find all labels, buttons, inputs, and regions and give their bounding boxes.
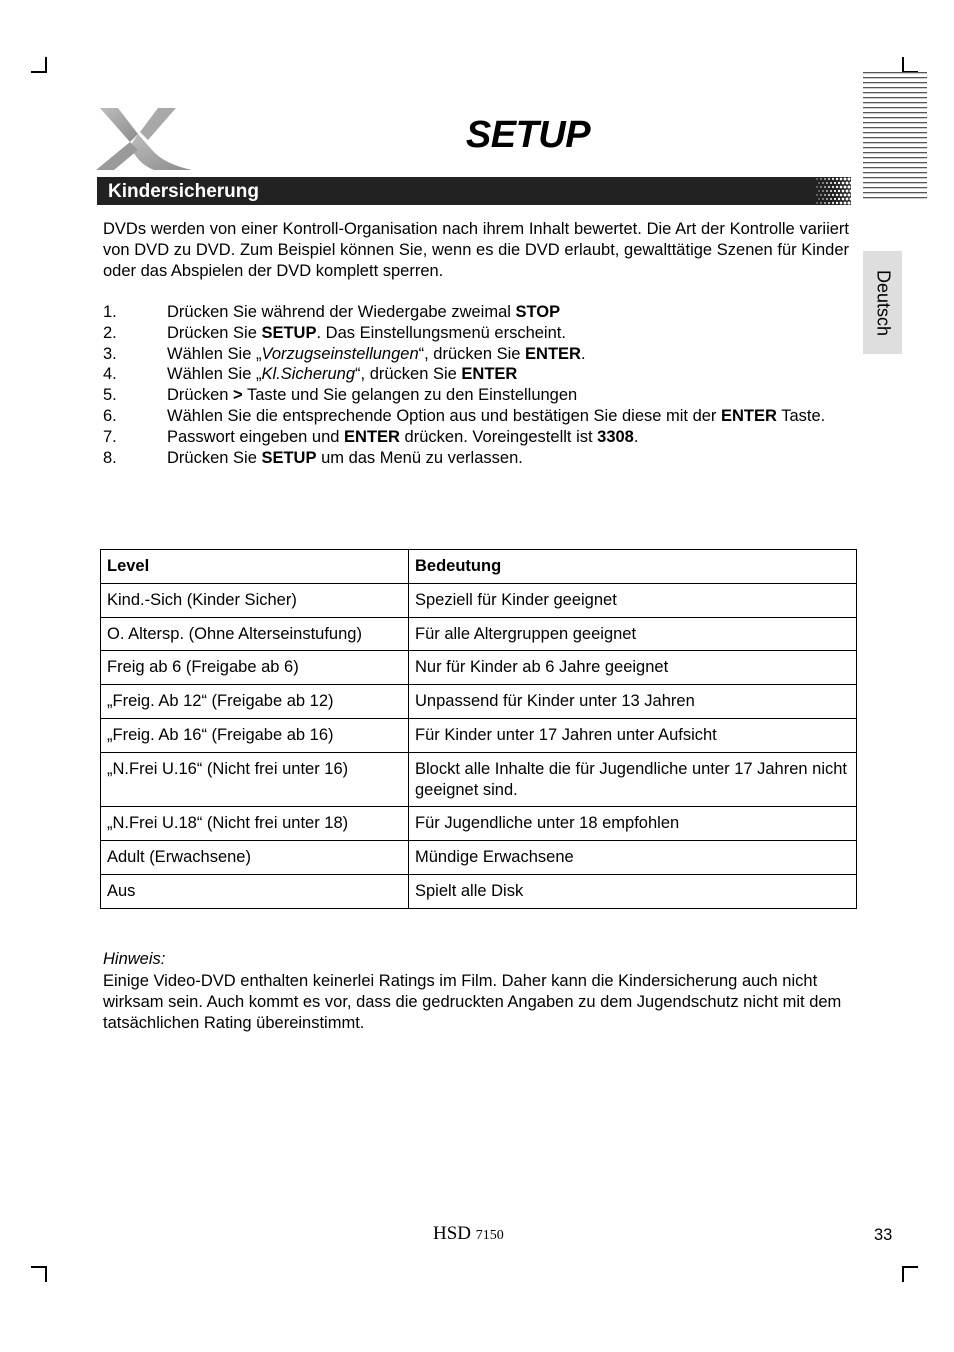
table-cell-level: O. Altersp. (Ohne Alterseinstufung) xyxy=(101,617,409,651)
stripe-line xyxy=(863,122,927,123)
stripe-line xyxy=(863,92,927,93)
dot-mark xyxy=(820,202,821,203)
table-cell-meaning: Für alle Altergruppen geeignet xyxy=(409,617,857,651)
step-text xyxy=(167,406,849,427)
step-text-part: Taste. xyxy=(776,406,826,425)
table-cell-meaning: Mündige Erwachsene xyxy=(409,841,857,875)
note-text: Einige Video-DVD enthalten keinerlei Ratings im Film. Daher kann die Kindersicherung auch nicht wirksam sein. Auch kommt es vor, dass die gedruckten Angaben zu dem Jugendschutz nicht mit dem tatsächlichen Rating übereinstimmt. xyxy=(103,972,842,1032)
dot-mark xyxy=(844,186,847,189)
footer-model-name: HSD xyxy=(433,1223,472,1244)
table-cell-level: „N.Frei U.16“ (Nicht frei unter 16) xyxy=(101,752,409,807)
dot-mark xyxy=(826,182,828,184)
parental-level-table xyxy=(100,549,857,909)
dot-mark xyxy=(832,178,834,180)
step-text xyxy=(167,344,849,365)
table-cell-level: „Freig. Ab 16“ (Freigabe ab 16) xyxy=(101,718,409,752)
step-text-part: Drücken xyxy=(167,386,234,405)
step-text-part: drücken. Voreingestellt ist xyxy=(399,427,598,446)
dot-mark xyxy=(820,194,821,195)
dot-mark xyxy=(847,201,850,204)
stripe-line xyxy=(863,192,927,193)
dot-mark xyxy=(842,190,845,193)
step-text xyxy=(167,323,849,344)
stripe-line xyxy=(863,102,927,103)
step-text-part: . xyxy=(633,427,639,446)
stripe-line xyxy=(863,182,927,183)
step-text xyxy=(167,364,849,385)
table-row xyxy=(101,874,857,908)
list-item xyxy=(103,364,849,385)
dot-mark xyxy=(832,194,834,196)
step-number: 3. xyxy=(103,344,117,363)
dot-mark xyxy=(840,194,843,197)
table-cell-level: „N.Frei U.18“ (Nicht frei unter 18) xyxy=(101,807,409,841)
note-label: Hinweis: xyxy=(103,950,166,968)
step-text xyxy=(167,427,849,448)
dot-mark xyxy=(838,190,840,192)
stripe-line xyxy=(863,137,927,138)
table-header-meaning: Bedeutung xyxy=(409,550,857,584)
language-tab xyxy=(863,251,902,354)
dot-mark xyxy=(830,190,832,192)
table-cell-meaning: Für Jugendliche unter 18 empfohlen xyxy=(409,807,857,841)
stripe-line xyxy=(863,107,927,108)
stripe-line xyxy=(863,167,927,168)
dot-mark xyxy=(816,202,817,203)
step-number: 8. xyxy=(103,448,117,467)
dot-mark xyxy=(849,189,851,192)
dot-mark xyxy=(824,194,826,196)
dot-mark xyxy=(834,190,836,192)
step-text-part: “, drücken Sie xyxy=(355,365,462,384)
table-row xyxy=(101,752,857,807)
dot-mark xyxy=(830,198,832,200)
step-text-part: ENTER xyxy=(721,406,777,425)
crop-mark-bottom-left xyxy=(31,1266,47,1282)
step-number: 5. xyxy=(103,386,117,405)
footer-model xyxy=(433,1223,504,1245)
dot-mark xyxy=(826,198,828,200)
dot-mark xyxy=(824,202,826,204)
dot-mark xyxy=(830,182,832,184)
table-row xyxy=(101,651,857,685)
step-text-part: Taste und Sie gelangen zu den Einstellungen xyxy=(242,386,578,405)
dot-mark xyxy=(846,190,849,193)
stripe-line xyxy=(863,82,927,83)
step-text-part: SETUP xyxy=(261,323,317,342)
dot-mark xyxy=(849,197,851,200)
stripe-line xyxy=(863,87,927,88)
step-text-part: Drücken Sie xyxy=(167,448,262,467)
dot-mark xyxy=(818,190,819,191)
section-title: Kindersicherung xyxy=(108,181,259,202)
dot-mark xyxy=(826,190,828,192)
page-number: 33 xyxy=(874,1226,893,1244)
step-text-part: um das Menü zu verlassen. xyxy=(316,448,523,467)
step-text-part: ENTER xyxy=(525,344,581,363)
table-cell-meaning: Blockt alle Inhalte die für Jugendliche unter 17 Jahren nicht geeignet sind. xyxy=(409,752,857,807)
footer-model-number: 7150 xyxy=(475,1228,504,1243)
stripe-line xyxy=(863,187,927,188)
table-cell-meaning: Für Kinder unter 17 Jahren unter Aufsicht xyxy=(409,718,857,752)
step-text-part: Wählen Sie „ xyxy=(167,365,262,384)
stripe-line xyxy=(863,157,927,158)
dot-mark xyxy=(822,190,823,191)
dot-mark xyxy=(834,182,836,184)
dot-mark xyxy=(847,193,850,196)
table-row xyxy=(101,685,857,719)
dot-mark xyxy=(836,194,838,196)
dot-mark xyxy=(840,186,843,189)
list-item xyxy=(103,385,849,406)
list-item xyxy=(103,406,849,427)
dot-mark xyxy=(822,198,823,199)
list-item xyxy=(103,344,849,365)
dot-mark xyxy=(846,198,849,201)
stripe-line xyxy=(863,117,927,118)
dot-mark xyxy=(836,178,838,180)
dot-mark xyxy=(818,182,819,183)
step-text-part: ENTER xyxy=(461,365,518,384)
step-number: 1. xyxy=(103,303,117,321)
stripe-line xyxy=(863,147,927,148)
dot-mark xyxy=(816,178,817,179)
section-header xyxy=(97,177,851,205)
dot-mark xyxy=(842,182,845,185)
list-item xyxy=(103,427,849,448)
step-number: 6. xyxy=(103,406,117,425)
step-text-part: Wählen Sie die entsprechende Option aus und bestätigen Sie diese mit der xyxy=(167,406,722,425)
step-text-part: Passwort eingeben und xyxy=(167,427,345,446)
dot-mark xyxy=(832,202,834,204)
step-text xyxy=(167,302,849,323)
stripe-line xyxy=(863,152,927,153)
step-text-part: “, drücken Sie xyxy=(418,344,526,363)
dot-mark xyxy=(847,185,850,188)
stripe-line xyxy=(863,197,927,198)
stripe-line xyxy=(863,162,927,163)
dot-mark xyxy=(846,182,849,185)
step-text-part: Kl.Sicherung xyxy=(261,365,356,384)
crop-mark-bottom-right xyxy=(902,1266,918,1282)
step-text-part: STOP xyxy=(515,303,561,321)
step-text-part: Drücken Sie während der Wiedergabe zweimal xyxy=(167,303,516,321)
stripe-line xyxy=(863,177,927,178)
step-text-part: . xyxy=(580,344,586,363)
dot-mark xyxy=(824,178,826,180)
dot-mark xyxy=(828,194,830,196)
table-cell-meaning: Nur für Kinder ab 6 Jahre geeignet xyxy=(409,651,857,685)
step-number: 2. xyxy=(103,323,117,342)
step-text-part: 3308 xyxy=(597,427,634,446)
stripe-line xyxy=(863,127,927,128)
dot-mark xyxy=(824,186,826,188)
step-text-part: Wählen Sie „ xyxy=(167,344,262,363)
list-item xyxy=(103,302,849,323)
stripe-line xyxy=(863,132,927,133)
step-number: 4. xyxy=(103,365,117,384)
intro-paragraph: DVDs werden von einer Kontroll-Organisation nach ihrem Inhalt bewertet. Die Art der Kontrolle variiert von DVD zu DVD. Zum Beispiel können Sie, wenn es die DVD erlaubt, gewalttätige Szenen für Kinder oder das Abspielen der DVD komplett sperren. xyxy=(103,220,849,280)
dot-mark xyxy=(840,178,843,181)
table-cell-level: Freig ab 6 (Freigabe ab 6) xyxy=(101,651,409,685)
table-cell-meaning: Unpassend für Kinder unter 13 Jahren xyxy=(409,685,857,719)
crop-mark-top-left xyxy=(31,57,47,73)
table-header-level: Level xyxy=(101,550,409,584)
table-cell-level: Kind.-Sich (Kinder Sicher) xyxy=(101,583,409,617)
stripe-line xyxy=(863,72,927,73)
table-row xyxy=(101,583,857,617)
dot-pattern-decoration xyxy=(815,177,851,205)
step-text-part: > xyxy=(233,386,243,405)
table-row xyxy=(101,841,857,875)
dot-mark xyxy=(844,202,847,205)
stripes-decoration xyxy=(863,70,927,200)
table-cell-level: „Freig. Ab 12“ (Freigabe ab 12) xyxy=(101,685,409,719)
dot-mark xyxy=(849,181,851,184)
dot-mark xyxy=(816,194,817,195)
table-row xyxy=(101,617,857,651)
dot-mark xyxy=(828,178,830,180)
stripe-line xyxy=(863,142,927,143)
dot-mark xyxy=(828,202,830,204)
dot-mark xyxy=(836,186,838,188)
dot-mark xyxy=(840,202,843,205)
dot-mark xyxy=(844,178,847,181)
table-cell-meaning: Speziell für Kinder geeignet xyxy=(409,583,857,617)
dot-mark xyxy=(847,177,850,180)
dot-mark xyxy=(816,186,817,187)
table-row xyxy=(101,718,857,752)
steps-list xyxy=(103,302,849,468)
step-text-part: ENTER xyxy=(344,427,400,446)
list-item xyxy=(103,448,849,469)
stripe-line xyxy=(863,112,927,113)
table-cell-level: Aus xyxy=(101,874,409,908)
dot-mark xyxy=(832,186,834,188)
dot-mark xyxy=(820,186,821,187)
dot-mark xyxy=(818,198,819,199)
table-row xyxy=(101,807,857,841)
language-tab-label: Deutsch xyxy=(873,269,893,336)
dot-mark xyxy=(836,202,838,204)
step-number: 7. xyxy=(103,427,117,446)
dot-mark xyxy=(822,182,823,183)
list-item xyxy=(103,323,849,344)
dot-mark xyxy=(834,198,836,200)
stripe-line xyxy=(863,172,927,173)
step-text-part: Drücken Sie xyxy=(167,323,262,342)
dot-mark xyxy=(820,178,821,179)
dot-mark xyxy=(828,186,830,188)
step-text-part: SETUP xyxy=(261,448,317,467)
stripe-line xyxy=(863,77,927,78)
table-cell-meaning: Spielt alle Disk xyxy=(409,874,857,908)
table-cell-level: Adult (Erwachsene) xyxy=(101,841,409,875)
table-header-row xyxy=(101,550,857,584)
page-title: SETUP xyxy=(465,114,591,156)
stripe-line xyxy=(863,97,927,98)
step-text xyxy=(167,385,849,406)
dot-mark xyxy=(844,194,847,197)
step-text-part: . Das Einstellungsmenü erscheint. xyxy=(316,323,566,342)
step-text-part: Vorzugseinstellungen xyxy=(261,344,419,363)
dot-mark xyxy=(838,198,840,200)
dot-mark xyxy=(842,198,845,201)
dot-mark xyxy=(838,182,840,184)
step-text xyxy=(167,448,849,469)
